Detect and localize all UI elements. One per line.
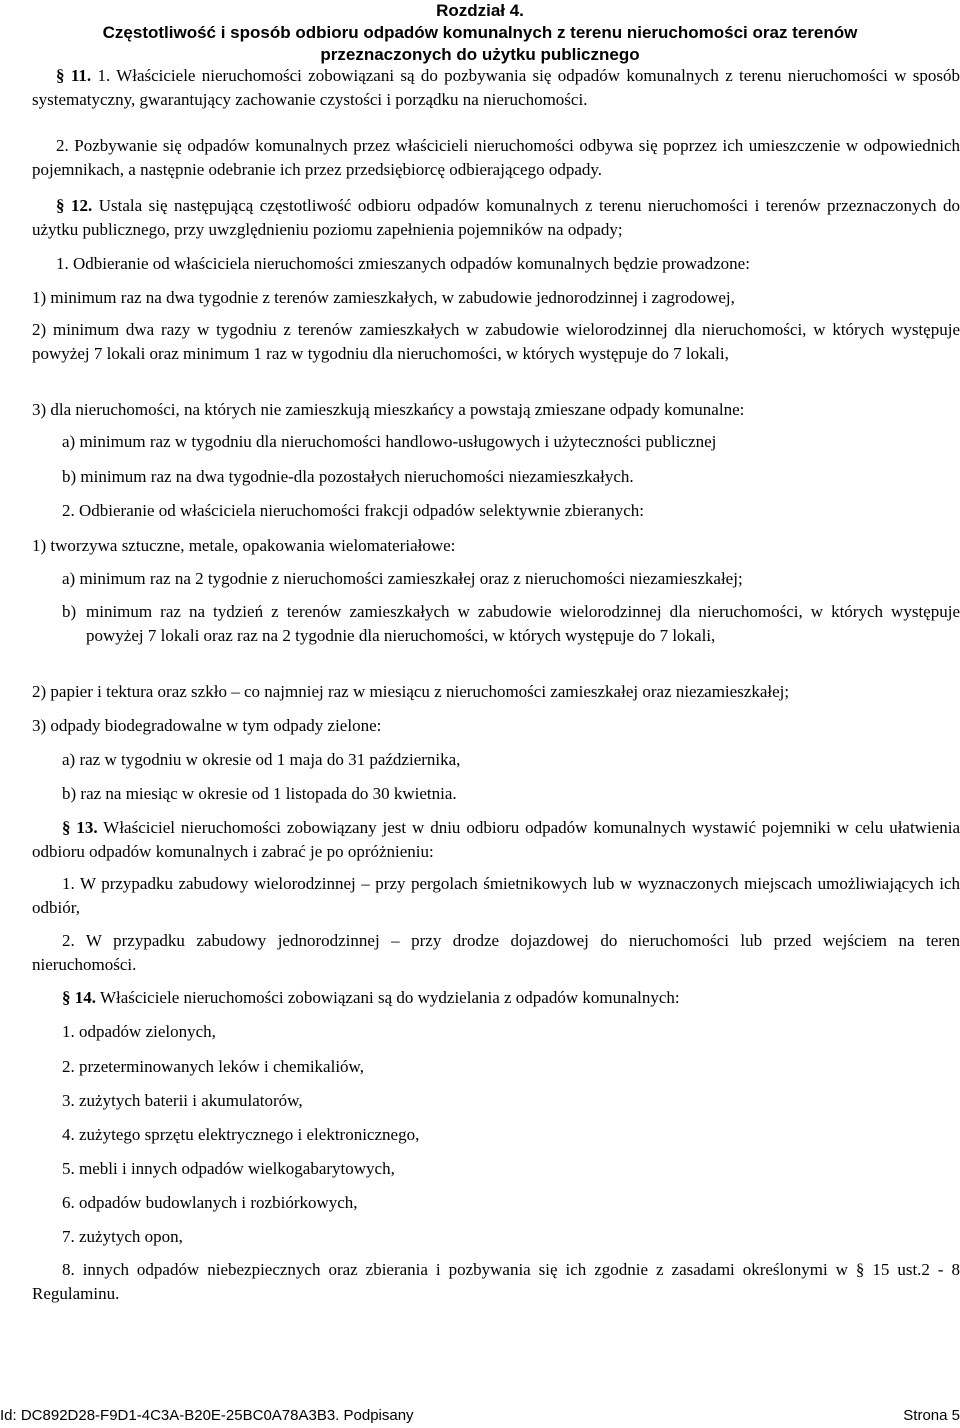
section-12-point-1-item-3a: a) minimum raz w tygodniu dla nieruchomości handlowo-usługowych i użyteczności publicznej [62, 432, 717, 451]
chapter-title-line2: przeznaczonych do użytku publicznego [320, 45, 640, 64]
section-14-intro: § 14. Właściciele nieruchomości zobowiązani są do wydzielania z odpadów komunalnych: [62, 988, 680, 1007]
section-sign: § [62, 988, 71, 1007]
section-12-point-2: 2. Odbieranie od właściciela nieruchomości frakcji odpadów selektywnie zbieranych: [62, 501, 645, 520]
section-11-para-2: 2. Pozbywanie się odpadów komunalnych przez właścicieli nieruchomości odbywa się poprzez ich umieszczenie w odpowiednich pojemnikach, a następnie odebranie ich przez przedsiębiorcę odbierającego odpady. [32, 136, 960, 179]
section-14-item-4: 4. zużytego sprzętu elektrycznego i elektronicznego, [62, 1125, 420, 1144]
section-14-item-8: 8. innych odpadów niebezpiecznych oraz zbierania i pozbywania się ich zgodnie z zasadami określonymi w § 15 ust.2 - 8 Regulaminu. [32, 1260, 960, 1303]
section-sign: § [56, 66, 65, 85]
section-12-point-1-item-2: 2) minimum dwa razy w tygodniu z terenów zamieszkałych w zabudowie wielorodzinnej dla nieruchomości, w których występuje powyżej 7 lokali oraz minimum 1 raz w tygodniu dla nieruchomości, w których występuje do 7 lokali, [32, 320, 960, 363]
chapter-header [0, 0, 960, 66]
chapter-number: Rozdział 4. [436, 1, 524, 20]
section-12-point-1-item-1: 1) minimum raz na dwa tygodnie z terenów zamieszkałych, w zabudowie jednorodzinnej i zagrodowej, [32, 288, 735, 307]
section-13-number: 13. [76, 818, 98, 837]
chapter-title-line1: Częstotliwość i sposób odbioru odpadów komunalnych z terenu nieruchomości oraz terenów [102, 23, 858, 42]
section-12-point-2-item-3b: b) raz na miesiąc w okresie od 1 listopada do 30 kwietnia. [62, 784, 457, 803]
section-14-item-1: 1. odpadów zielonych, [62, 1022, 216, 1041]
section-11-para-1: § 11. 1. Właściciele nieruchomości zobowiązani są do pozbywania się odpadów komunalnych z terenu nieruchomości w sposób systematyczny, gwarantujący zachowanie czystości i porządku na nieruchomości. [32, 66, 960, 109]
section-14-item-6: 6. odpadów budowlanych i rozbiórkowych, [62, 1193, 358, 1212]
section-12-point-1: 1. Odbieranie od właściciela nieruchomości zmieszanych odpadów komunalnych będzie prowadzone: [56, 254, 750, 273]
section-12-point-2-item-1: 1) tworzywa sztuczne, metale, opakowania wielomateriałowe: [32, 536, 456, 555]
section-14-item-2: 2. przeterminowanych leków i chemikaliów, [62, 1057, 364, 1076]
document-id: Id: DC892D28-F9D1-4C3A-B20E-25BC0A78A3B3. Podpisany [0, 1407, 414, 1424]
section-12-point-1-item-3: 3) dla nieruchomości, na których nie zamieszkują mieszkańcy a powstają zmieszane odpady komunalne: [32, 400, 745, 419]
section-12-point-2-item-2: 2) papier i tektura oraz szkło – co najmniej raz w miesiącu z nieruchomości zamieszkałej oraz niezamieszkałej; [32, 682, 790, 701]
section-14-item-7: 7. zużytych opon, [62, 1227, 183, 1246]
section-13-point-1: 1. W przypadku zabudowy wielorodzinnej – przy pergolach śmietnikowych lub w wyznaczonych miejscach umożliwiających ich odbiór, [32, 874, 960, 917]
section-12-point-2-item-1a: a) minimum raz na 2 tygodnie z nieruchomości zamieszkałej oraz z nieruchomości niezamieszkałej; [62, 569, 743, 588]
section-13-intro: § 13. Właściciel nieruchomości zobowiązany jest w dniu odbioru odpadów komunalnych wystawić pojemniki w celu ułatwienia odbioru odpadów komunalnych i zabrać je po opróżnieniu: [32, 818, 960, 861]
page-number: Strona 5 [903, 1407, 960, 1424]
section-sign: § [62, 818, 71, 837]
section-12-point-2-item-1b: b) minimum raz na tydzień z terenów zamieszkałych w zabudowie wielorodzinnej dla nieruchomości, w których występuje powyżej 7 lokali oraz raz na 2 tygodnie dla nieruchomości, w których występuje do 7 lokali, [62, 602, 960, 645]
section-sign: § [56, 196, 65, 215]
section-12-number: 12. [70, 196, 93, 215]
section-13-point-2: 2. W przypadku zabudowy jednorodzinnej – przy drodze dojazdowej do nieruchomości lub przed wejściem na teren nieruchomości. [32, 931, 960, 974]
section-12-point-2-item-3: 3) odpady biodegradowalne w tym odpady zielone: [32, 716, 382, 735]
section-11-number: 11. [70, 66, 92, 85]
section-14-item-5: 5. mebli i innych odpadów wielkogabarytowych, [62, 1159, 395, 1178]
section-12-point-2-item-3a: a) raz w tygodniu w okresie od 1 maja do 31 października, [62, 750, 461, 769]
section-12-point-1-item-3b: b) minimum raz na dwa tygodnie-dla pozostałych nieruchomości niezamieszkałych. [62, 467, 634, 486]
section-14-number: 14. [74, 988, 96, 1007]
section-14-item-3: 3. zużytych baterii i akumulatorów, [62, 1091, 303, 1110]
section-12-intro: § 12. Ustala się następującą częstotliwość odbioru odpadów komunalnych z terenu nieruchomości i terenów przeznaczonych do użytku publicznego, przy uwzględnieniu poziomu zapełnienia pojemników na odpady; [32, 196, 960, 239]
